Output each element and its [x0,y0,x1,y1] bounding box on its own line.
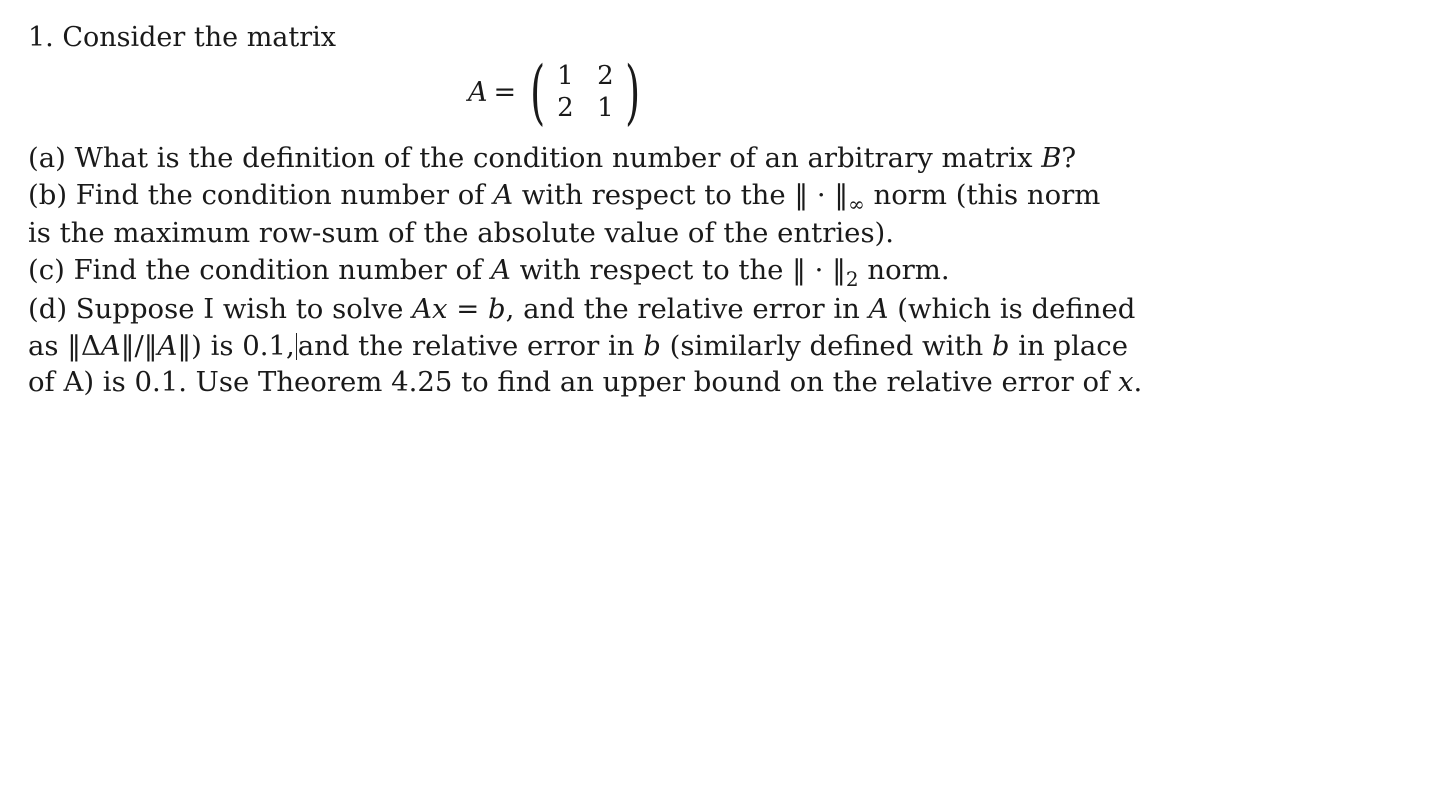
matrix-entry: 1 [597,93,614,123]
math-var: A [493,178,514,211]
part-c-text: norm. [858,254,950,287]
equals-sign: = [447,292,489,325]
matrix-entries [545,60,625,124]
part-a-text: ? [1061,142,1077,174]
part-d-text: of A) is 0.1. Use Theorem 4.25 to find an upper bound on the relative error of [28,366,1118,399]
part-c-text: (c) Find the condition number of [28,254,491,287]
right-paren: ) [625,51,641,133]
math-var: b [488,292,506,325]
math-var: A [100,329,121,362]
part-b-text: with respect to the ‖ · ‖ [513,178,849,211]
part-d-text: and the relative error in [297,329,644,362]
norm-subscript: ∞ [848,191,865,216]
norm-subscript: 2 [845,267,859,292]
part-b [28,177,1101,216]
math-var: A [868,292,889,325]
part-d-text: . [1133,366,1143,399]
math-var: x [1117,366,1134,399]
problem-heading: 1. Consider the matrix [28,22,337,53]
part-d-text: (similarly defined with [660,329,992,362]
part-c-text: with respect to the ‖ · ‖ [510,254,846,287]
part-d-cont [28,328,1128,365]
matrix-entry: 1 [557,61,574,91]
part-d-text: as ‖Δ [28,329,101,362]
part-d-text: (d) Suppose I wish to solve [28,292,413,325]
matrix-entry: 2 [557,93,574,123]
equals-sign: = [493,76,517,108]
part-d-cont [28,364,1143,401]
part-b-cont: is the maximum row-sum of the absolute value of the entries). [28,217,895,250]
part-d-text: ‖/‖ [120,329,158,362]
math-var: A [157,329,178,362]
part-d-text: , and the relative error in [505,292,869,325]
math-var: b [643,329,661,362]
math-var: b [991,329,1010,362]
left-paren: ( [530,51,546,133]
part-a [28,140,1088,177]
math-var: B [1041,142,1062,174]
part-c [28,252,1088,291]
matrix-equation [468,52,647,132]
part-d-text: in place [1009,329,1128,362]
problem-parts [28,140,1143,401]
matrix-variable: A [468,76,488,108]
math-var: A [490,254,511,287]
part-a-text: (a) What is the definition of the condition number of an arbitrary matrix [28,142,1042,174]
part-b-text: norm (this norm [864,178,1101,211]
part-b-text: (b) Find the condition number of [28,178,494,211]
text-cursor [296,333,297,360]
matrix-entry: 2 [597,61,614,91]
math-var: Ax [412,292,448,325]
part-d-text: ‖) is 0.1, [177,329,295,362]
part-d [28,291,1136,328]
part-d-text: (which is defined [888,292,1136,325]
